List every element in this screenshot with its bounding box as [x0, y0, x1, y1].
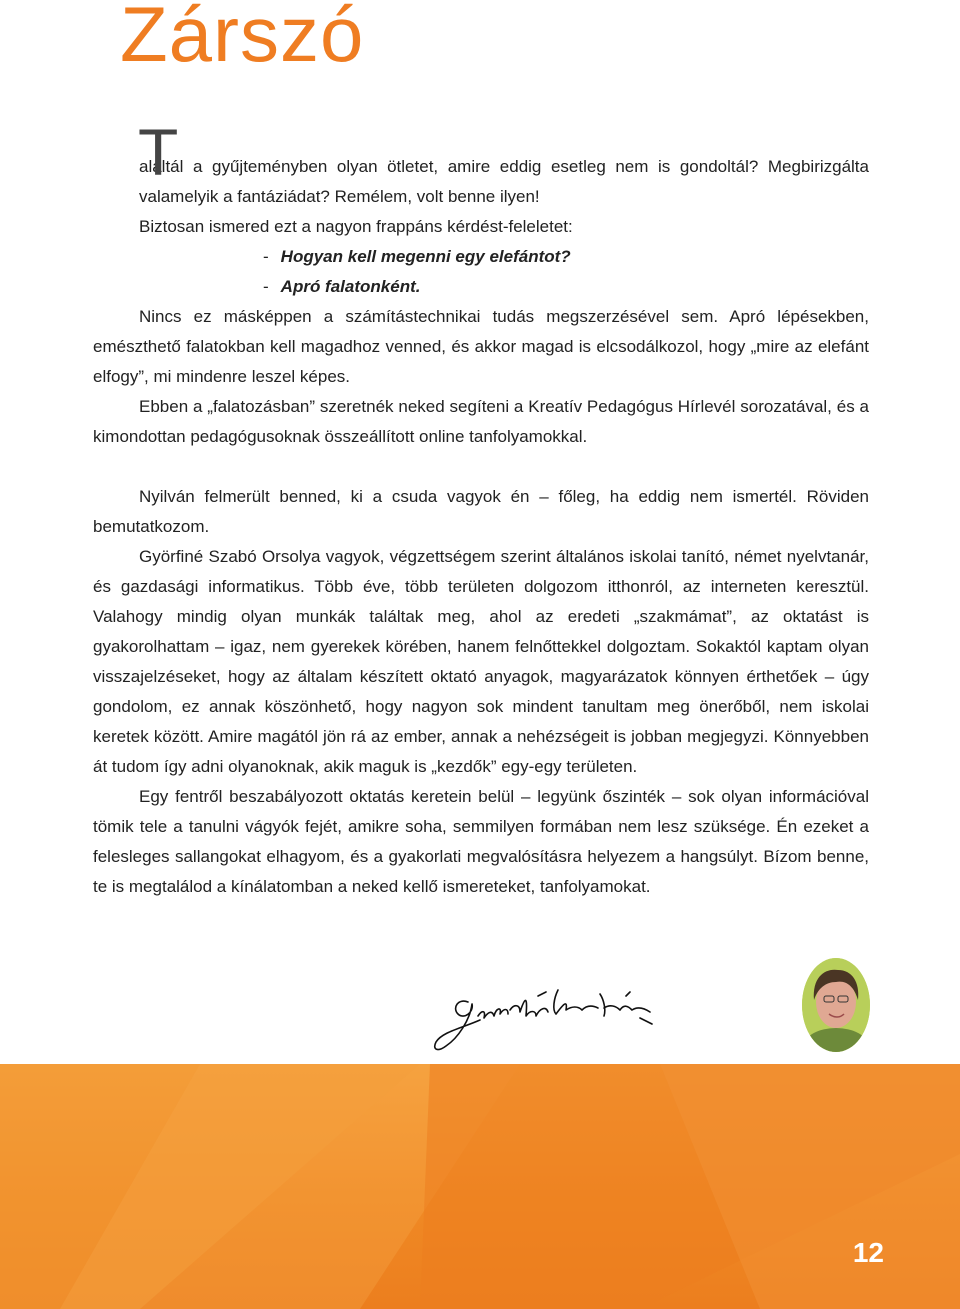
paragraph-2: Ebben a „falatozásban” szeretnék neked segíteni a Kreatív Pedagógus Hírlevél sorozatával, és a kimondottan pedagógusoknak összeállított online tanfolyamokkal.	[93, 397, 869, 446]
paragraph-3: Nyilván felmerült benned, ki a csuda vagyok én – főleg, ha eddig nem ismertél. Röviden bemutatkozom.	[93, 487, 869, 536]
riddle-question: - Hogyan kell megenni egy elefántot?	[263, 247, 571, 266]
body-text	[93, 115, 869, 902]
intro-text: aláltál a gyűjteményben olyan ötletet, amire eddig esetleg nem is gondoltál? Megbirizgálta valamelyik a fantáziádat? Remélem, volt benne ilyen!	[139, 157, 869, 206]
riddle-intro: Biztosan ismered ezt a nagyon frappáns kérdést-feleletet:	[139, 217, 573, 236]
paragraph-5: Egy fentről beszabályozott oktatás keretein belül – legyünk őszinték – sok olyan információval tömik tele a tanulni vágyók fejét, amikre soha, semmilyen formában nem lesz szüksége. Én ezeket a felesleges sallangokat elhagyom, és a gyakorlati megvalósításra helyezem a hangsúlyt. Bízom benne, te is megtalálod a kínálatomban a neked kellő ismereteket, tanfolyamokat.	[93, 787, 869, 896]
footer-band	[0, 1064, 960, 1309]
handwritten-signature	[428, 980, 673, 1060]
drop-cap: T	[138, 115, 179, 189]
riddle-answer: - Apró falatonként.	[263, 277, 421, 296]
paragraph-gap	[93, 452, 869, 482]
page-number: 12	[852, 1237, 884, 1268]
paragraph-1: Nincs ez másképpen a számítástechnikai tudás megszerzésével sem. Apró lépésekben, emészthető falatokban kell magadhoz venned, és akkor magad is elcsodálkozol, hogy „mire az elefánt elfogy”, mi mindenre leszel képes.	[93, 307, 869, 386]
intro-paragraph	[93, 115, 869, 212]
paragraph-4: Györfiné Szabó Orsolya vagyok, végzettségem szerint általános iskolai tanító, német nyelvtanár, és gazdasági informatikus. Több éve, több területen dolgozom itthonról, az interneten keresztül. Valahogy mindig olyan munkák találtak meg, ahol az eredeti „szakmámat”, az oktatást is gyakorolhattam – igaz, nem gyerekek körében, hanem felnőttekkel dolgoztam. Sokaktól kaptam olyan visszajelzéseket, hogy az általam készített oktató anyagok, magyarázatok könnyen érthetőek – úgy gondolom, ez annak köszönhető, hogy nagyon sok mindent tanultam meg önerőből, nem iskolai keretek között. Amire magától jön rá az ember, annak a nehézségeit is jobban megjegyzi. Könnyebben át tudom így adni olyanoknak, akik maguk is „kezdők” egy-egy területen.	[93, 547, 869, 776]
author-photo	[802, 958, 870, 1052]
page-title: Zárszó	[120, 0, 365, 78]
